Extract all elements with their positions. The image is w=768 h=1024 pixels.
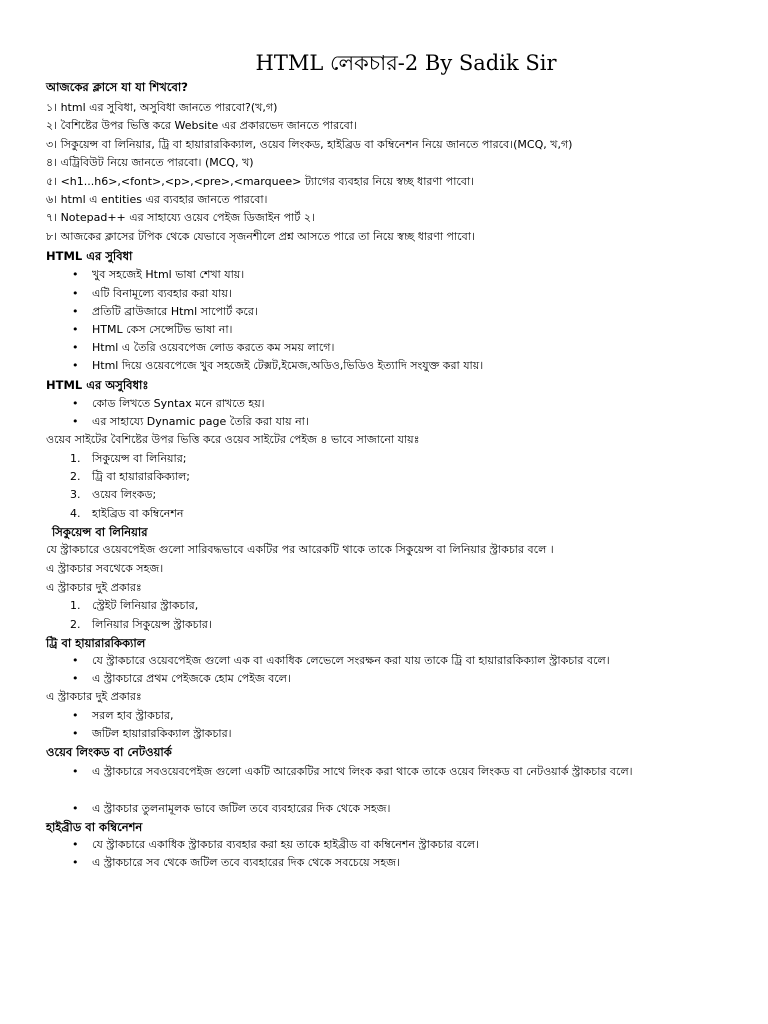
advantage-item: • প্রতিটি ব্রাউজারে Html সাপোর্ট করে।: [92, 303, 768, 321]
list-text: ট্রি বা হায়ারারকিক্যাল;: [92, 470, 191, 483]
hybrid-item: • যে স্ট্রাকচারে একাধিক স্ট্রাকচার ব্যবহার করা হয় তাকে হাইব্রীড বা কম্বিনেশন স্ট্রাকচার বলে।: [92, 836, 768, 854]
weblinked-item: • এ স্ট্রাকচার তুলনামূলক ভাবে জটিল তবে ব্যবহারের দিক থেকে সহজ।: [92, 800, 768, 818]
advantage-item: • এটি বিনামূল্যে ব্যবহার করা যায়।: [92, 285, 768, 303]
hybrid-heading: হাইব্রীড বা কম্বিনেশন: [46, 820, 143, 834]
structure-item: [70, 486, 768, 504]
sequence-definition: যে স্ট্রাকচারে ওয়েবপেইজ গুলো সারিবদ্ধভাবে একটির পর আরেকটি থাকে তাকে সিকুয়েন্স বা লিনিয়ার স্ট্রাকচার বলে ।: [46, 543, 554, 556]
list-text: সিকুয়েন্স বা লিনিয়ার;: [92, 452, 187, 465]
today-item: ৪। এট্রিবিউট নিয়ে জানতে পারবো। (MCQ, খ): [46, 156, 254, 169]
weblinked-heading: ওয়েব লিংকড বা নেটওয়ার্ক: [46, 745, 172, 759]
sequence-note: এ স্ট্রাকচার সবথেকে সহজ।: [46, 562, 164, 575]
tree-types-intro: এ স্ট্রাকচার দুই প্রকারঃ: [46, 690, 142, 703]
list-number: 1.: [70, 599, 81, 612]
today-item: ৮। আজকের ক্লাসের টপিক থেকে যেভাবে সৃজনশীলে প্রশ্ন আসতে পারে তা নিয়ে স্বচ্ছ ধারণা পাবো।: [46, 230, 475, 243]
advantage-item: • Html দিয়ে ওয়েবপেজে খুব সহজেই টেক্সট,ইমেজ,অডিও,ভিডিও ইত্যাদি সংযুক্ত করা যায়।: [92, 357, 768, 375]
advantage-item: • HTML কেস সেন্সেটিভ ভাষা না।: [92, 321, 768, 339]
disadvantage-item: • এর সাহায্যে Dynamic page তৈরি করা যায় না।: [92, 413, 768, 431]
tree-type-item: • সরল হাব স্ট্রাকচার,: [92, 707, 768, 725]
sequence-type-item: [70, 597, 768, 615]
hybrid-item: • এ স্ট্রাকচারে সব থেকে জটিল তবে ব্যবহারের দিক থেকে সবচেয়ে সহজ।: [92, 854, 768, 872]
list-number: 4.: [70, 507, 81, 520]
tree-type-item: • জটিল হায়ারারকিক্যাল স্ট্রাকচার।: [92, 725, 768, 743]
tree-item: • এ স্ট্রাকচারে প্রথম পেইজকে হোম পেইজ বলে।: [92, 670, 768, 688]
tree-item: • যে স্ট্রাকচারে ওয়েবপেইজ গুলো এক বা একাধিক লেভেলে সংরক্ষন করা যায় তাকে ট্রি বা হায়ারারকিক্যাল স্ট্রাকচার বলে।: [92, 652, 768, 670]
list-number: 2.: [70, 470, 81, 483]
advantage-item: • খুব সহজেই Html ভাষা শেখা যায়।: [92, 266, 768, 284]
list-text: স্ট্রেইট লিনিয়ার স্ট্রাকচার,: [92, 599, 199, 612]
today-item: ৩। সিকুয়েন্স বা লিনিয়ার, ট্রি বা হায়ারারকিক্যাল, ওয়েব লিংকড, হাইব্রিড বা কম্বিনেশন নিয়ে জানতে পারবে।(MCQ, খ,গ): [46, 138, 573, 151]
sequence-type-item: [70, 616, 768, 634]
disadvantage-item: • কোড লিখতে Syntax মনে রাখতে হয়।: [92, 395, 768, 413]
structure-item: [70, 505, 768, 523]
list-text: হাইব্রিড বা কম্বিনেশন: [92, 507, 184, 520]
sequence-types-intro: এ স্ট্রাকচার দুই প্রকারঃ: [46, 581, 142, 594]
today-item: ২। বৈশিষ্টের উপর ভিত্তি করে Website এর প্রকারভেদ জানতে পারবো।: [46, 119, 357, 132]
today-item: ৭। Notepad++ এর সাহায্যে ওয়েব পেইজ ডিজাইন পার্ট ২।: [46, 211, 315, 224]
weblinked-item: • এ স্ট্রাকচারে সবওয়েবপেইজ গুলো একটি আরেকটির সাথে লিংক করা থাকে তাকে ওয়েব লিংকড বা নেটওয়ার্ক স্ট্রাকচার বলে।: [92, 762, 717, 781]
list-text: ওয়েব লিংকড;: [92, 488, 157, 501]
structure-item: [70, 468, 768, 486]
page-title: HTML লেকচার-2 By Sadik Sir: [255, 51, 557, 75]
today-heading: আজকের ক্লাসে যা যা শিখবো?: [46, 80, 188, 94]
sequence-heading: সিকুয়েন্স বা লিনিয়ার: [52, 525, 148, 539]
disadvantages-heading: HTML এর অসুবিধাঃ: [46, 378, 149, 392]
advantage-item: • Html এ তৈরি ওয়েবপেজ লোড করতে কম সময় লাগে।: [92, 339, 768, 357]
tree-heading: ট্রি বা হায়ারারকিক্যাল: [46, 636, 146, 650]
advantages-heading: HTML এর সুবিধা: [46, 249, 133, 263]
list-number: 3.: [70, 488, 81, 501]
list-text: লিনিয়ার সিকুয়েন্স স্ট্রাকচার।: [92, 618, 212, 631]
list-number: 1.: [70, 452, 81, 465]
list-number: 2.: [70, 618, 81, 631]
structures-intro: ওয়েব সাইটের বৈশিষ্টের উপর ভিত্তি করে ওয়েব সাইটের পেইজ ৪ ভাবে সাজানো যায়ঃ: [46, 433, 420, 446]
structure-item: [70, 450, 768, 468]
today-item: ৬। html এ entities এর ব্যবহার জানতে পারবো।: [46, 193, 268, 206]
today-item: ৫। <h1...h6>,<font>,<p>,<pre>,<marquee> ট্যাগের ব্যবহার নিয়ে স্বচ্ছ ধারণা পাবো।: [46, 175, 475, 188]
today-item: ১। html এর সুবিধা, অসুবিধা জানতে পারবো?(খ,গ): [46, 101, 278, 114]
